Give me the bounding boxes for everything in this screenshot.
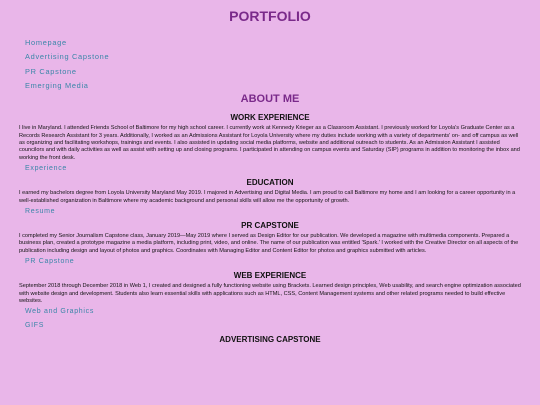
about-heading: ABOUT ME bbox=[240, 93, 300, 106]
nav-link-homepage[interactable]: Homepage bbox=[25, 38, 67, 47]
nav-link-advertising-capstone[interactable]: Advertising Capstone bbox=[25, 52, 110, 62]
web-experience-heading: WEB EXPERIENCE bbox=[233, 271, 307, 281]
page-title: PORTFOLIO bbox=[229, 8, 311, 24]
nav-link-emerging-media[interactable]: Emerging Media bbox=[25, 80, 89, 90]
nav-item-emerging-media bbox=[25, 75, 521, 89]
nav-link-pr-capstone[interactable]: PR Capstone bbox=[25, 66, 77, 76]
nav-item-pr-capstone bbox=[25, 61, 521, 75]
pr-capstone-section bbox=[19, 219, 521, 269]
education-section bbox=[19, 176, 521, 219]
work-experience-text: I live in Maryland. I attended Friends School of Baltimore for my high school career. I currently work at Kennedy Krieger as a Classroom Assistant. I previously worked for Loyola's Graduate Center as a Records Research Assistant for 3 years. Additionally, I worked as an Admissions Assistant for Loyola University where my duties include working with a variety of departments' on- and off campus as well as organizing and facilitating workshops, trainings and events. I also assisted in updating social media platforms, website and additional outreach to students. As an Admission Assistant I assisted councilors and with daily activities as well as assist with setting up and closing programs. I participated in attending on campus events and Saturday (SIP) programs in addition to monitoring the inbox and working the front desk. bbox=[19, 125, 520, 161]
nav-item-advertising-capstone bbox=[25, 46, 521, 60]
education-text: I earned my bachelors degree from Loyola University Maryland May 2019. I majored in Advertising and Digital Media. I am proud to call Baltimore my home and I am looking for a career opportunity in a well-established organization in Baltimore where my academic background and personal skills will allow me the opportunity of growth. bbox=[19, 190, 516, 204]
web-experience-text: September 2018 through December 2018 in Web 1, I created and designed a fully functioning website using Brackets. Learned design principles, Web usability, and search engine optimization associated with website design and development. Students also learn essential skills with applications such as HTML, CSS, Content Management systems and other related programs needed to build effective websites. bbox=[19, 283, 521, 305]
resume-link[interactable]: Resume bbox=[25, 208, 56, 216]
advertising-capstone-section bbox=[19, 333, 521, 347]
nav-item-homepage bbox=[25, 32, 521, 46]
main-nav bbox=[19, 32, 521, 89]
pr-capstone-link[interactable]: PR Capstone bbox=[25, 258, 75, 266]
education-heading: EDUCATION bbox=[246, 178, 294, 188]
advertising-capstone-heading: ADVERTISING CAPSTONE bbox=[219, 335, 321, 345]
web-experience-section bbox=[19, 269, 521, 333]
pr-capstone-heading: PR CAPSTONE bbox=[241, 221, 299, 231]
work-experience-section bbox=[19, 111, 521, 176]
gifs-link[interactable]: GIFS bbox=[25, 322, 45, 330]
experience-link[interactable]: Experience bbox=[25, 165, 68, 173]
web-and-graphics-link[interactable]: Web and Graphics bbox=[25, 308, 95, 316]
work-experience-heading: WORK EXPERIENCE bbox=[230, 113, 310, 123]
pr-capstone-text: I completed my Senior Journalism Capstone class, January 2019—May 2019 where I served as Design Editor for our publication. We developed a magazine with multimedia components. Prepared a business plan, created a prototype magazine a media platform, including print, video, and online. The name of our publication was entitled 'Spark.' I worked with the Creative Director on all aspects of the publication including design and layout of photos and graphics. Coordinates with Managing Editor and Content Editor for photos and graphics submitted with articles. bbox=[19, 233, 519, 254]
